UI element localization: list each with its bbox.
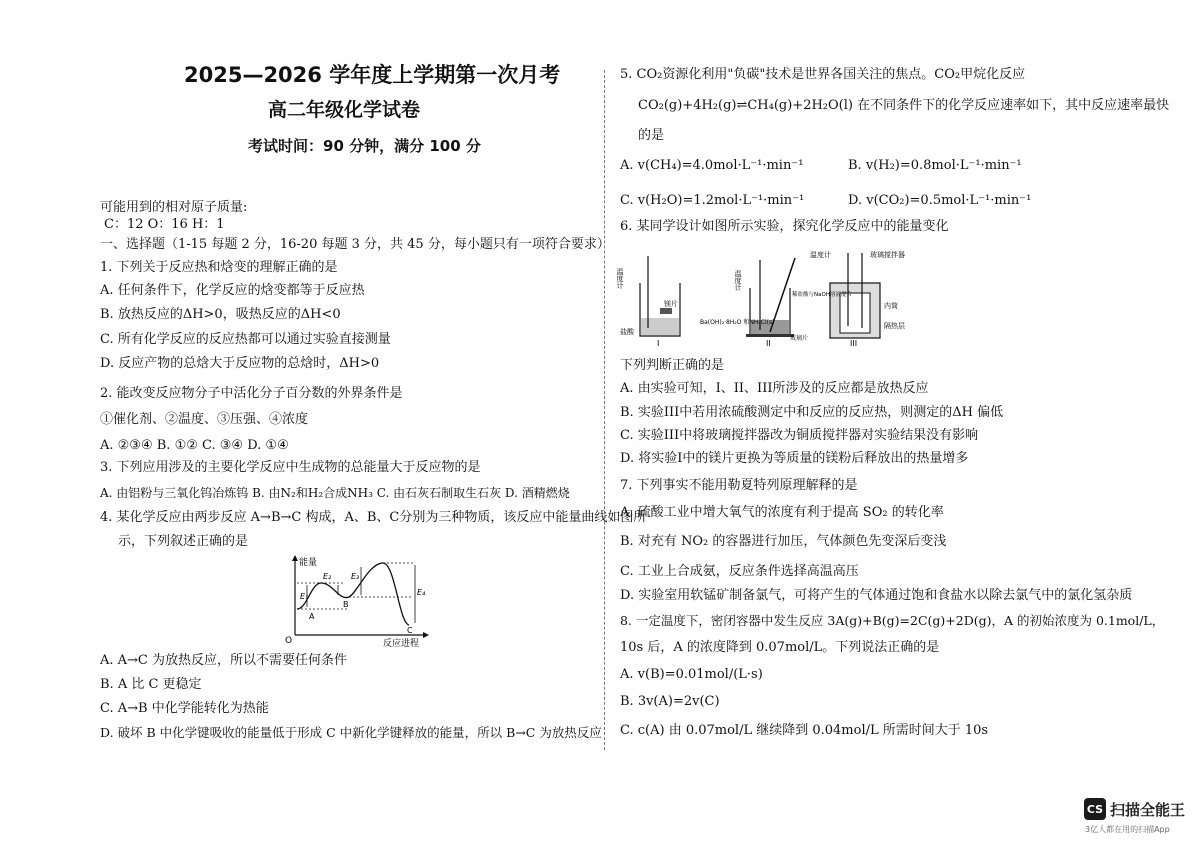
q6-stem: 6. 某同学设计如图所示实验，探究化学反应中的能量变化 [620, 219, 949, 234]
diagram-origin: O [285, 636, 293, 646]
diagram-x-label: 反应进程 [383, 639, 420, 649]
q5-option-b: B. v(H₂)=0.8mol·L⁻¹·min⁻¹ [848, 158, 1022, 173]
q4-option-a: A. A→C 为放热反应，所以不需要任何条件 [100, 653, 348, 668]
q2-stem: 2. 能改变反应物分子中活化分子百分数的外界条件是 [100, 386, 403, 401]
q7-stem: 7. 下列事实不能用勒夏特列原理解释的是 [620, 478, 858, 493]
q8-option-a: A. v(B)=0.01mol/(L·s) [620, 667, 763, 682]
numeral-iii: III [850, 339, 858, 348]
q6-option-b: B. 实验III中若用浓硫酸测定中和反应的反应热，则测定的ΔH 偏低 [620, 405, 1004, 420]
q6-prompt: 下列判断正确的是 [620, 358, 725, 373]
q5-option-d: D. v(CO₂)=0.5mol·L⁻¹·min⁻¹ [848, 193, 1032, 208]
q7-option-d: D. 实验室用软锰矿制备氯气，可将产生的气体通过饱和食盐水以除去氯气中的氯化氢杂质 [620, 588, 1133, 603]
label-glass-stirrer: 玻璃搅拌器 [870, 251, 905, 259]
q3-stem: 3. 下列应用涉及的主要化学反应中生成物的总能量大于反应物的是 [100, 460, 481, 475]
q5-equation: CO₂(g)+4H₂(g)⇌CH₄(g)+2H₂O(l) 在不同条件下的化学反应速率如下，其中反应速率最快 [638, 98, 1170, 113]
point-a-label: A [309, 612, 315, 621]
energy-e2-label: E₂ [323, 572, 332, 581]
label-insulation: 隔热层 [884, 322, 905, 330]
q8-option-b: B. 3v(A)=2v(C) [620, 694, 720, 709]
label-inner-cylinder: 内筒 [884, 302, 898, 310]
q5-option-a: A. v(CH₄)=4.0mol·L⁻¹·min⁻¹ [620, 158, 804, 173]
label-mg-strip: 镁片 [664, 300, 678, 308]
q1-option-d: D. 反应产物的总焓大于反应物的总焓时，ΔH>0 [100, 356, 380, 371]
q6-option-c: C. 实验III中将玻璃搅拌器改为铜质搅拌器对实验结果没有影响 [620, 428, 979, 443]
q8-stem: 8. 一定温度下，密闭容器中发生反应 3A(g)+B(g)=2C(g)+2D(g)，A 的初始浓度为 0.1mol/L， [620, 613, 1165, 628]
q4-stem-cont: 示，下列叙述正确的是 [118, 534, 249, 549]
cs-logo-icon: CS [1084, 798, 1106, 820]
atomic-mass-values: C：12 O：16 H：1 [104, 217, 225, 232]
q3-options: A. 由铝粉与三氧化钨冶炼钨 B. 由N₂和H₂合成NH₃ C. 由石灰石制取生石灰 D. 酒精燃烧 [100, 486, 570, 500]
label-hcl: 盐酸 [620, 328, 634, 336]
energy-profile-diagram [283, 553, 433, 648]
q4-option-b: B. A 比 C 更稳定 [100, 677, 202, 692]
section-heading: 一、选择题（1-15 每题 2 分，16-20 每题 3 分，共 45 分，每小题只有一项符合要求） [100, 237, 610, 252]
experiment-apparatus-diagram [616, 248, 910, 348]
label-thermometer-1: 温度计 [616, 268, 624, 289]
q8-option-c: C. c(A) 由 0.07mol/L 继续降到 0.04mol/L 所需时间大于 10s [620, 723, 989, 738]
q6-option-a: A. 由实验可知，I、II、III所涉及的反应都是放热反应 [620, 381, 929, 396]
exam-info: 考试时间：90 分钟，满分 100 分 [248, 137, 481, 155]
energy-e3-label: E₃ [351, 572, 360, 581]
label-ba-oh: Ba(OH)₂·8H₂O 和NH₄Cl(s) [700, 319, 775, 326]
q1-stem: 1. 下列关于反应热和焓变的理解正确的是 [100, 260, 338, 275]
scanner-name: 扫描全能王 [1110, 800, 1186, 819]
numeral-ii: II [766, 339, 771, 348]
label-acid-base-mix: 稀盐酸与NaOH溶液混合 [792, 292, 852, 298]
energy-e1-label: E₁ [300, 592, 309, 601]
column-divider [604, 70, 606, 750]
q5-option-c: C. v(H₂O)=1.2mol·L⁻¹·min⁻¹ [620, 193, 805, 208]
q5-stem-end: 的是 [638, 128, 665, 143]
label-thermometer-2: 温度计 [734, 270, 742, 291]
scanner-tagline: 3亿人都在用的扫描App [1085, 825, 1170, 834]
exam-subtitle: 高二年级化学试卷 [268, 99, 421, 121]
exam-title: 2025—2026 学年度上学期第一次月考 [184, 63, 561, 87]
q2-options: A. ②③④ B. ①② C. ③④ D. ①④ [100, 438, 289, 453]
q4-stem: 4. 某化学反应由两步反应 A→B→C 构成，A、B、C分别为三种物质，该反应中能量曲线如图所 [100, 510, 647, 525]
point-b-label: B [343, 600, 349, 609]
q1-option-c: C. 所有化学反应的反应热都可以通过实验直接测量 [100, 332, 391, 347]
q1-option-a: A. 任何条件下，化学反应的焓变都等于反应热 [100, 283, 365, 298]
point-c-label: C [407, 626, 413, 635]
q7-option-c: C. 工业上合成氨，反应条件选择高温高压 [620, 564, 859, 579]
atomic-mass-label: 可能用到的相对原子质量: [100, 200, 248, 215]
q4-option-c: C. A→B 中化学能转化为热能 [100, 701, 269, 716]
q8-stem-cont: 10s 后，A 的浓度降到 0.07mol/L。下列说法正确的是 [620, 640, 940, 655]
q5-stem: 5. CO₂资源化利用"负碳"技术是世界各国关注的焦点。CO₂甲烷化反应 [620, 67, 1026, 82]
diagram-y-label: 能量 [299, 558, 318, 568]
energy-e4-label: E₄ [417, 588, 426, 597]
numeral-i: I [657, 339, 660, 348]
label-glass-plate: 玻璃片 [790, 335, 809, 342]
q7-option-b: B. 对充有 NO₂ 的容器进行加压，气体颜色先变深后变浅 [620, 534, 947, 549]
scanner-logo [1084, 798, 1185, 820]
q6-option-d: D. 将实验I中的镁片更换为等质量的镁粉后释放出的热量增多 [620, 451, 969, 466]
q4-option-d: D. 破坏 B 中化学键吸收的能量低于形成 C 中新化学键释放的能量，所以 B→C 为放热反应 [100, 725, 602, 740]
q1-option-b: B. 放热反应的ΔH>0，吸热反应的ΔH<0 [100, 307, 341, 322]
q2-conditions: ①催化剂、②温度、③压强、④浓度 [100, 412, 309, 427]
label-thermometer-3: 温度计 [810, 251, 831, 259]
q7-option-a: A. 硫酸工业中增大氧气的浓度有利于提高 SO₂ 的转化率 [620, 505, 944, 520]
